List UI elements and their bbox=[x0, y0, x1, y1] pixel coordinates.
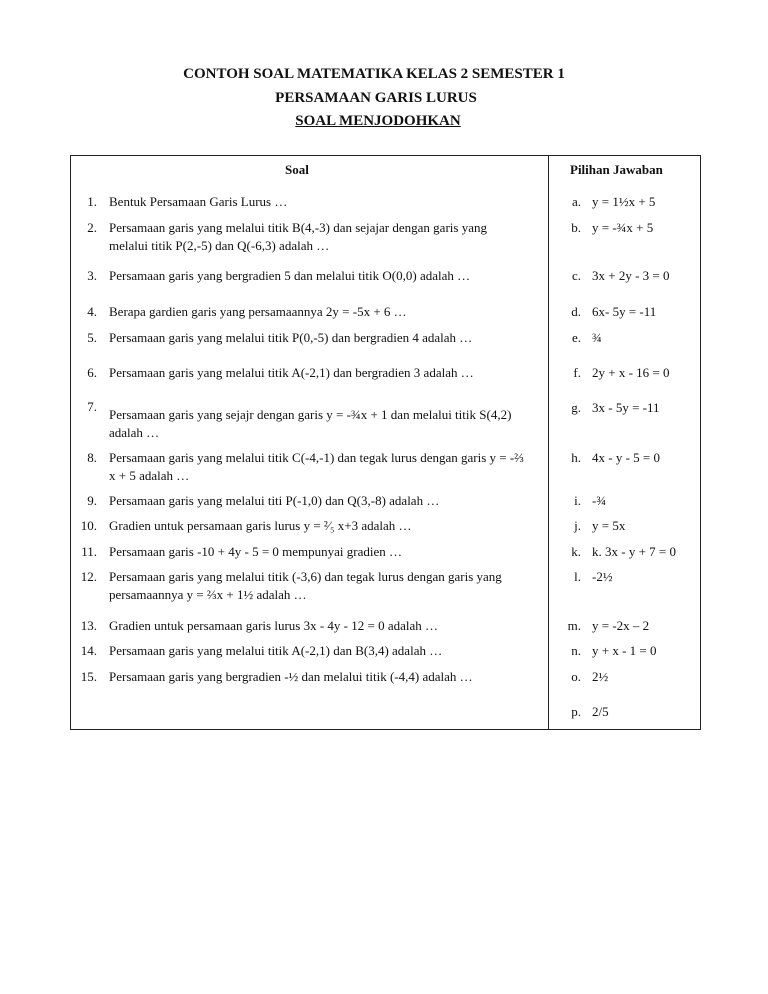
answer-value: k. 3x - y + 7 = 0 bbox=[592, 544, 676, 559]
answer-value: ¾ bbox=[592, 330, 602, 345]
question-number: 11. bbox=[81, 544, 97, 559]
answer-letter: g. bbox=[571, 400, 581, 415]
answer-value: 2y + x - 16 = 0 bbox=[592, 365, 670, 380]
matching-table bbox=[70, 155, 701, 730]
answer-letter: m. bbox=[567, 618, 581, 633]
answer-letter: c. bbox=[571, 268, 581, 283]
question-text: Persamaan garis yang melalui titik P(0,-5) dan bergradien 4 adalah … bbox=[109, 330, 473, 345]
answer-letter: p. bbox=[571, 704, 581, 719]
answer-value: y = -¾x + 5 bbox=[592, 220, 654, 235]
column-divider bbox=[548, 156, 549, 729]
answer-value: 6x- 5y = -11 bbox=[592, 304, 657, 319]
question-text: Persamaan garis yang melalui titik A(-2,1) dan B(3,4) adalah … bbox=[109, 643, 443, 658]
question-number: 10. bbox=[80, 518, 97, 533]
answer-letter: o. bbox=[571, 669, 581, 684]
answer-letter: j. bbox=[574, 518, 581, 533]
answer-letter: f. bbox=[573, 365, 581, 380]
question-text: Gradien untuk persamaan garis lurus y = ²⁄₅ x+3 adalah … bbox=[109, 518, 412, 533]
question-number: 7. bbox=[87, 399, 97, 414]
answer-letter: d. bbox=[571, 304, 581, 319]
answer-value: 4x - y - 5 = 0 bbox=[592, 450, 660, 465]
question-text: Persamaan garis yang melalui titik C(-4,-1) dan tegak lurus dengan garis y = -⅔ x + 5 adalah … bbox=[109, 450, 524, 483]
answer-letter: i. bbox=[574, 493, 581, 508]
answer-value: y = -2x – 2 bbox=[592, 618, 650, 633]
column-header-jawaban: Pilihan Jawaban bbox=[570, 162, 663, 177]
question-text: Persamaan garis yang sejajr dengan garis y = -¾x + 1 dan melalui titik S(4,2) adalah … bbox=[109, 407, 512, 440]
answer-letter: h. bbox=[571, 450, 581, 465]
answer-letter: l. bbox=[574, 569, 581, 584]
question-text: Persamaan garis yang melalui titi P(-1,0) dan Q(3,-8) adalah … bbox=[109, 493, 440, 508]
question-text: Persamaan garis -10 + 4y - 5 = 0 mempunyai gradien … bbox=[109, 544, 403, 559]
question-number: 4. bbox=[87, 304, 97, 319]
answer-letter: b. bbox=[571, 220, 581, 235]
answer-value: 2/5 bbox=[592, 704, 609, 719]
question-number: 13. bbox=[80, 618, 97, 633]
answer-letter: e. bbox=[571, 330, 581, 345]
question-number: 9. bbox=[87, 493, 97, 508]
question-text: Gradien untuk persamaan garis lurus 3x - 4y - 12 = 0 adalah … bbox=[109, 618, 438, 633]
question-number: 12. bbox=[80, 569, 97, 584]
question-number: 1. bbox=[87, 194, 97, 209]
question-number: 8. bbox=[87, 450, 97, 465]
question-number: 5. bbox=[87, 330, 97, 345]
question-text: Bentuk Persamaan Garis Lurus … bbox=[109, 194, 288, 209]
answer-value: -¾ bbox=[592, 493, 607, 508]
question-text: Berapa gardien garis yang persamaannya 2y = -5x + 6 … bbox=[109, 304, 407, 319]
question-number: 3. bbox=[87, 268, 97, 283]
answer-value: y = 1½x + 5 bbox=[592, 194, 656, 209]
section-title: SOAL MENJODOHKAN bbox=[295, 113, 461, 129]
question-number: 6. bbox=[87, 365, 97, 380]
answer-value: 2½ bbox=[592, 669, 609, 684]
question-text: Persamaan garis yang melalui titik (-3,6) dan tegak lurus dengan garis yang persamaannya y = ⅔x + 1½ adalah … bbox=[109, 569, 502, 602]
question-text: Persamaan garis yang melalui titik A(-2,1) dan bergradien 3 adalah … bbox=[109, 365, 474, 380]
document-title: CONTOH SOAL MATEMATIKA KELAS 2 SEMESTER 1 bbox=[183, 66, 565, 82]
answer-letter: k. bbox=[571, 544, 581, 559]
document-subtitle: PERSAMAAN GARIS LURUS bbox=[275, 90, 477, 106]
question-text: Persamaan garis yang bergradien 5 dan melalui titik O(0,0) adalah … bbox=[109, 268, 471, 283]
answer-value: y + x - 1 = 0 bbox=[592, 643, 657, 658]
question-text: Persamaan garis yang melalui titik B(4,-3) dan sejajar dengan garis yang melalui titik P(2,-5) dan Q(-6,3) adalah … bbox=[109, 220, 487, 253]
answer-value: y = 5x bbox=[592, 518, 626, 533]
answer-letter: n. bbox=[571, 643, 581, 658]
answer-value: 3x + 2y - 3 = 0 bbox=[592, 268, 670, 283]
question-number: 14. bbox=[80, 643, 97, 658]
question-number: 2. bbox=[87, 220, 97, 235]
answer-value: 3x - 5y = -11 bbox=[592, 400, 660, 415]
answer-value: -2½ bbox=[592, 569, 613, 584]
answer-letter: a. bbox=[571, 194, 581, 209]
question-text: Persamaan garis yang bergradien -½ dan melalui titik (-4,4) adalah … bbox=[109, 669, 473, 684]
column-header-soal: Soal bbox=[285, 162, 309, 177]
question-number: 15. bbox=[80, 669, 97, 684]
